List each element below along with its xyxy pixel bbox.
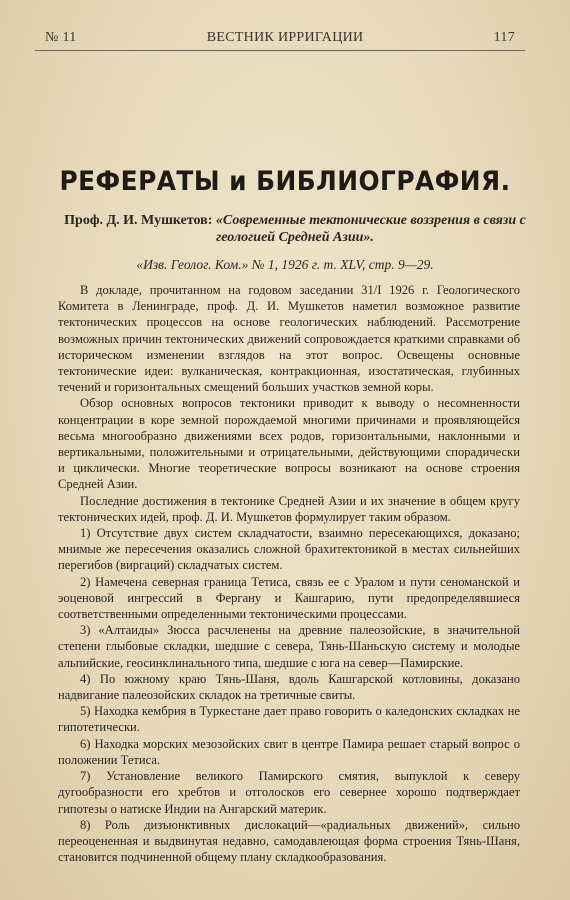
list-item: 8) Роль дизъюнктивных дислокаций—«радиальных движений», сильно переоцененная и выдвинутая недавно, самодавлеющая форма строения Тянь-Шаня, становится подчиненной общему плану складкообразования. bbox=[58, 817, 520, 865]
list-item: 1) Отсутствие двух систем складчатости, взаимно пересекающихся, доказано; мнимые же пересечения оказались сложной брахитектоникой в местах сильнейших перегибов (виргаций) складчатых систем. bbox=[58, 526, 520, 573]
journal-name: ВЕСТНИК ИРРИГАЦИИ bbox=[206, 30, 364, 45]
list-item: 2) Намечена северная граница Тетиса, связь ее с Уралом и пути сеноманской и эоценовой ингрессий в Фергану и Кашгарию, пути предопределявшиеся соответственными определенными тектоническими процессами. bbox=[58, 574, 520, 622]
list-item: 5) Находка кембрия в Туркестане дает право говорить о каледонских складках не гипотетически. bbox=[58, 704, 520, 735]
list-item: 7) Установление великого Памирского смятия, выпуклой к северу дугообразности его хребтов и отголосков его севернее хорошо подтверждает гипотезы о натиске Индии на Ангарский материк. bbox=[58, 769, 520, 816]
issue-number: № 11 bbox=[45, 30, 77, 45]
article-body bbox=[58, 282, 520, 865]
page-number: 117 bbox=[493, 30, 515, 45]
header-rule bbox=[35, 50, 525, 51]
paragraph: Последние достижения в тектонике Средней Азии и их значение в общем кругу тектонических идей, проф. Д. И. Мушкетов формулирует таким образом. bbox=[58, 493, 520, 524]
list-item: 6) Находка морских мезозойских свит в центре Памира решает старый вопрос о положении Тетиса. bbox=[58, 736, 520, 767]
list-item: 3) «Алтаиды» Зюсса расчленены на древние палеозойские, в значительной степени глыбовые складки, шедшие с севера, Тянь-Шаньскую систему и молодые альпийские, геосинклинального типа, шедшие с юга на север—Памирские. bbox=[58, 623, 520, 670]
article-citation: «Изв. Геолог. Ком.» № 1, 1926 г. т. XLV, стр. 9—29. bbox=[136, 257, 434, 272]
paragraph: В докладе, прочитанном на годовом заседании 31/I 1926 г. Геологического Комитета в Ленинграде, проф. Д. И. Мушкетов наметил возможное развитие тектонических процессов на основе геологических наблюдений. Рассмотрение возможных причин тектонических движений сопровождается краткими справками об историческом изменении взглядов на этот вопрос. Освещены основные тектонические идеи: вулканическая, контракционная, изостатическая, глубинных течений и горизонтальных смещений больших участков земной коры. bbox=[58, 283, 520, 395]
article-author: Проф. Д. И. Мушкетов: bbox=[64, 213, 213, 228]
running-head bbox=[45, 30, 515, 50]
article-title: «Современные тектонические воззрения в связи с геологией Средней Азии». bbox=[215, 213, 526, 245]
paragraph: Обзор основных вопросов тектоники приводит к выводу о несомненности концентрации в коре земной порождаемой многими причинами и проявляющейся весьма многообразно движениями всех родов, горизонтальными, наклонными и вертикальными, положительными и отрицательными, действующими спорадически и циклически. Многие теоретические вопросы возникают на основе строения Средней Азии. bbox=[58, 396, 520, 492]
section-title: РЕФЕРАТЫ и БИБЛИОГРАФИЯ. bbox=[59, 166, 511, 197]
list-item: 4) По южному краю Тянь-Шаня, вдоль Кашгарской котловины, доказано надвигание палеозойских складок на третичные свиты. bbox=[58, 671, 520, 703]
article-heading bbox=[60, 212, 530, 246]
